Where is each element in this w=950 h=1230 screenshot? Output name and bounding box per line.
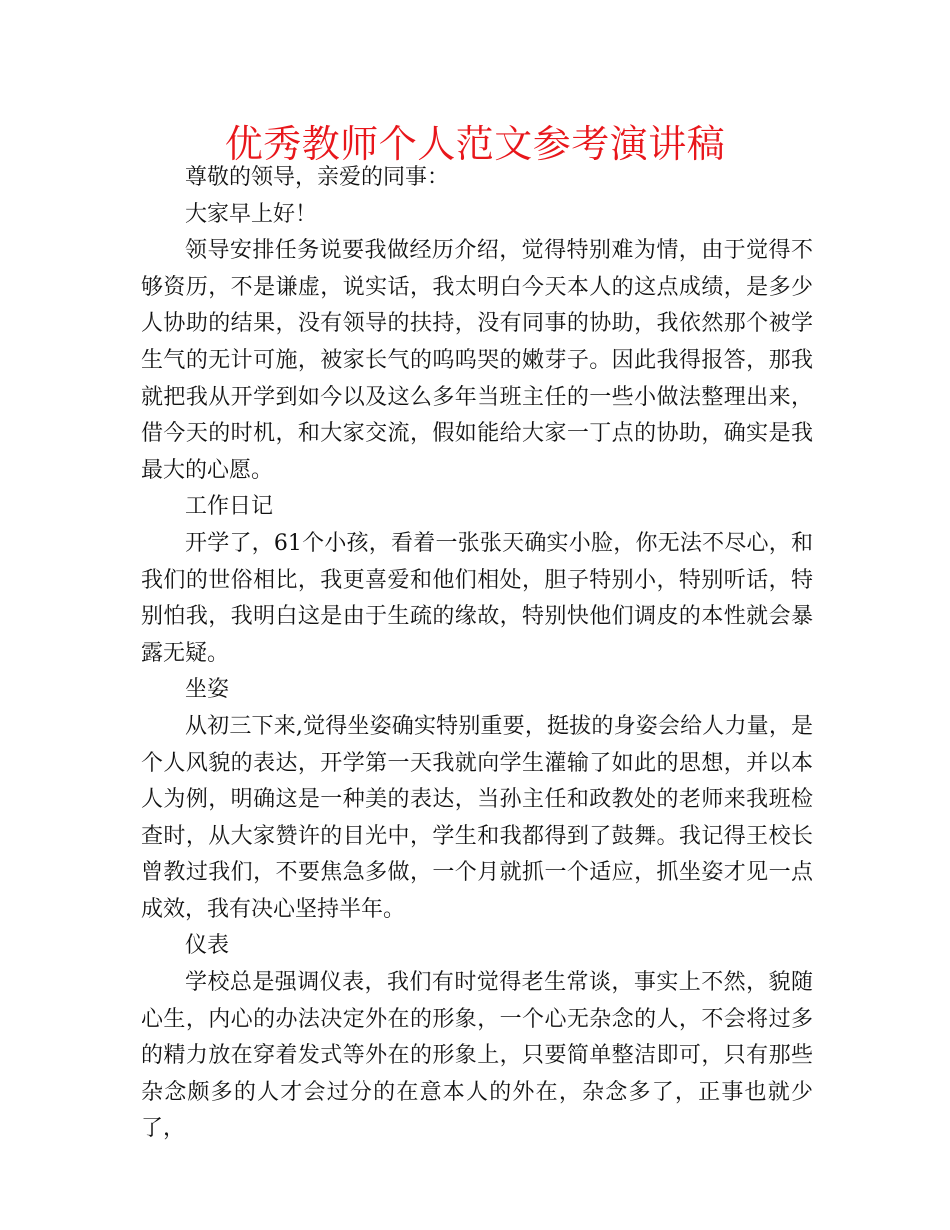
appearance-paragraph: 学校总是强调仪表，我们有时觉得老生常谈，事实上不然，貌随心生，内心的办法决定外在的形象，一个心无杂念的人，不会将过多的精力放在穿着发式等外在的形象上，只要简单整洁即可，只有那些杂念颇多的人才会过分的在意本人的外在，杂念多了，正事也就少了， [141,970,813,1142]
intro-paragraph: 领导安排任务说要我做经历介绍，觉得特别难为情，由于觉得不够资历，不是谦虚，说实话，我太明白今天本人的这点成绩，是多少人协助的结果，没有领导的扶持，没有同事的协助，我依然那个被学生气的无计可施，被家长气的呜呜哭的嫩芽子。因此我得报答，那我就把我从开学到如今以及这么多年当班主任的一些小做法整理出来，借今天的时机，和大家交流，假如能给大家一丁点的协助，确实是我最大的心愿。 [141,238,813,483]
section-heading-sitting-posture: 坐姿 [185,677,230,703]
section-heading-appearance: 仪表 [185,933,230,959]
section-heading-work-diary: 工作日记 [185,494,274,520]
greeting-paragraph: 大家早上好！ [185,201,318,227]
document-body [141,160,813,1148]
salutation-paragraph: 尊敬的领导，亲爱的同事： [185,165,450,190]
document-title: 优秀教师个人范文参考演讲稿 [224,122,726,166]
sitting-posture-paragraph: 从初三下来,觉得坐姿确实特别重要，挺拔的身姿会给人力量，是个人风貌的表达，开学第一天我就向学生灌输了如此的思想，并以本人为例，明确这是一种美的表达，当孙主任和政教处的老师来我班检查时，从大家赞许的目光中，学生和我都得到了鼓舞。我记得王校长曾教过我们，不要焦急多做，一个月就抓一个适应，抓坐姿才见一点成效，我有决心坚持半年。 [141,713,813,922]
work-diary-paragraph: 开学了，61个小孩，看着一张张天确实小脸，你无法不尽心，和我们的世俗相比，我更喜爱和他们相处，胆子特别小，特别听话，特别怕我，我明白这是由于生疏的缘故，特别快他们调皮的本性就会暴露无疑。 [141,530,813,666]
